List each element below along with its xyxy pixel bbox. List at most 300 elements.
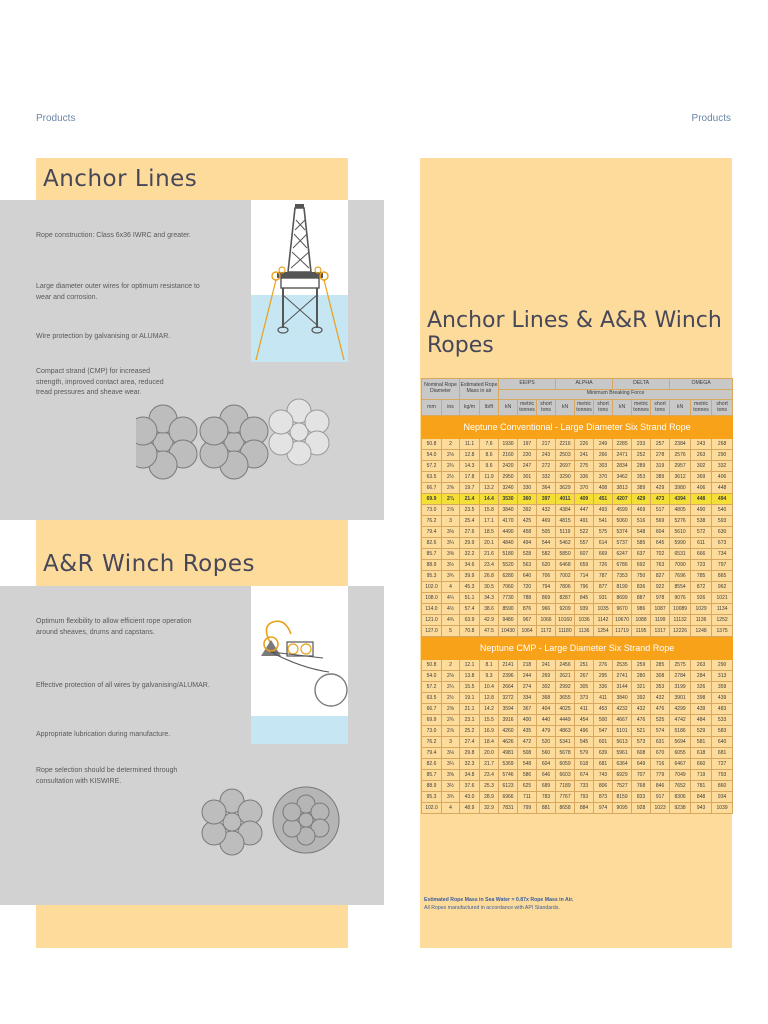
table-cell: 702: [651, 549, 670, 560]
table-cell: 57.2: [422, 461, 442, 472]
table-cell: 5678: [556, 748, 575, 759]
table-cell: 575: [594, 527, 613, 538]
table-cell: 966: [537, 604, 556, 615]
table-cell: 608: [632, 748, 651, 759]
table-cell: 334: [518, 693, 537, 704]
table-cell: 280: [632, 671, 651, 682]
table-cell: 7831: [499, 803, 518, 814]
table-cell: 63.5: [422, 693, 442, 704]
table-cell: 1021: [712, 593, 733, 604]
table-cell: 922: [651, 582, 670, 593]
table-cell: 226: [575, 439, 594, 450]
table-cell: 681: [594, 759, 613, 770]
table-cell: 3144: [613, 682, 632, 693]
table-cell: 308: [651, 671, 670, 682]
table-cell: 2: [442, 439, 460, 450]
table-row: [422, 527, 733, 538]
table-cell: 1142: [594, 615, 613, 626]
table-cell: 528: [518, 549, 537, 560]
table-title: Anchor Lines & A&R Winch Ropes: [427, 308, 722, 358]
table-cell: 70.8: [460, 626, 480, 637]
section-title: Neptune CMP - Large Diameter Six Strand Rope: [422, 637, 733, 660]
table-cell: 69.9: [422, 494, 442, 505]
offshore-rig-icon: [251, 200, 348, 362]
running-head-left: Products: [36, 113, 76, 124]
table-row: [422, 571, 733, 582]
table-cell: 727: [712, 759, 733, 770]
table-cell: 398: [691, 693, 712, 704]
table-cell: 2¾: [442, 715, 460, 726]
table-cell: 1035: [594, 604, 613, 615]
header-unit: kN: [670, 400, 691, 416]
table-cell: 23.5: [460, 505, 480, 516]
table-cell: 7060: [499, 582, 518, 593]
table-cell: 368: [537, 693, 556, 704]
winch-feature-3: Appropriate lubrication during manufacture.: [36, 731, 171, 738]
table-row: [422, 472, 733, 483]
table-cell: 79.4: [422, 748, 442, 759]
table-cell: 540: [712, 505, 733, 516]
table-cell: 95.3: [422, 792, 442, 803]
table-cell: 3240: [499, 483, 518, 494]
table-cell: 3⅛: [442, 748, 460, 759]
table-cell: 10.4: [480, 682, 499, 693]
table-cell: 5276: [670, 516, 691, 527]
table-cell: 3629: [556, 483, 575, 494]
table-row: [422, 715, 733, 726]
table-cell: 793: [575, 792, 594, 803]
table-cell: 4449: [556, 715, 575, 726]
table-cell: 5119: [556, 527, 575, 538]
table-cell: 9076: [670, 593, 691, 604]
table-cell: 827: [651, 571, 670, 582]
table-cell: 1036: [575, 615, 594, 626]
table-cell: 639: [594, 748, 613, 759]
table-cell: 1087: [651, 604, 670, 615]
table-cell: 6603: [556, 770, 575, 781]
table-cell: 66.7: [422, 483, 442, 494]
table-cell: 9.6: [480, 461, 499, 472]
table-cell: 397: [537, 494, 556, 505]
table-cell: 15.5: [480, 715, 499, 726]
table-row: [422, 516, 733, 527]
table-cell: 25.3: [480, 781, 499, 792]
table-cell: 326: [691, 682, 712, 693]
table-cell: 37.6: [460, 781, 480, 792]
table-cell: 3290: [556, 472, 575, 483]
table-cell: 272: [537, 461, 556, 472]
table-cell: 63.9: [460, 615, 480, 626]
table-cell: 8554: [670, 582, 691, 593]
table-row: [422, 671, 733, 682]
table-cell: 943: [691, 803, 712, 814]
table-cell: 267: [575, 671, 594, 682]
table-cell: 7049: [670, 770, 691, 781]
winch-feature-1: Optimum flexibility to allow efficient rope operation around sheaves, drums and capstans.: [36, 618, 192, 636]
table-cell: 2503: [556, 450, 575, 461]
table-cell: 585: [632, 538, 651, 549]
table-cell: 2950: [499, 472, 518, 483]
table-cell: 9.3: [480, 671, 499, 682]
anchor-feature-3: Wire protection by galvanising or ALUMAR.: [36, 333, 171, 340]
table-row: [422, 770, 733, 781]
table-cell: 2160: [499, 450, 518, 461]
table-cell: 1088: [632, 615, 651, 626]
table-cell: 268: [712, 439, 733, 450]
table-cell: 23.1: [460, 715, 480, 726]
table-cell: 25.4: [460, 516, 480, 527]
table-cell: 494: [518, 538, 537, 549]
table-cell: 108.0: [422, 593, 442, 604]
header-unit: short tons: [712, 400, 733, 416]
table-cell: 7730: [499, 593, 518, 604]
table-cell: 301: [518, 472, 537, 483]
table-cell: 3: [442, 737, 460, 748]
table-cell: 723: [691, 560, 712, 571]
table-cell: 25.2: [460, 726, 480, 737]
table-cell: 319: [651, 461, 670, 472]
table-cell: 525: [651, 715, 670, 726]
table-cell: 669: [594, 549, 613, 560]
table-cell: 5961: [613, 748, 632, 759]
table-cell: 4: [442, 803, 460, 814]
table-cell: 3272: [499, 693, 518, 704]
table-cell: 14.3: [460, 461, 480, 472]
table-footnotes: [424, 896, 729, 912]
table-cell: 302: [537, 682, 556, 693]
table-cell: 7767: [556, 792, 575, 803]
header-unit: metric tonnes: [518, 400, 537, 416]
table-cell: 3916: [499, 715, 518, 726]
table-row: [422, 549, 733, 560]
table-cell: 4863: [556, 726, 575, 737]
table-cell: 7353: [613, 571, 632, 582]
table-row: [422, 759, 733, 770]
table-cell: 681: [712, 748, 733, 759]
table-cell: 290: [712, 450, 733, 461]
table-cell: 425: [518, 516, 537, 527]
table-cell: 400: [518, 715, 537, 726]
table-cell: 2957: [670, 461, 691, 472]
table-cell: 496: [575, 726, 594, 737]
table-cell: 860: [712, 781, 733, 792]
table-cell: 645: [651, 538, 670, 549]
table-cell: 3¾: [442, 571, 460, 582]
table-cell: 649: [632, 759, 651, 770]
table-cell: 1136: [575, 626, 594, 637]
table-cell: 43.0: [460, 792, 480, 803]
table-cell: 2216: [556, 439, 575, 450]
table-cell: 2575: [670, 660, 691, 671]
table-cell: 11.1: [460, 439, 480, 450]
table-cell: 23.4: [480, 560, 499, 571]
table-cell: 360: [518, 494, 537, 505]
table-cell: 2⅞: [442, 505, 460, 516]
table-cell: 21.4: [460, 494, 480, 505]
table-cell: 66.7: [422, 704, 442, 715]
table-cell: 581: [691, 737, 712, 748]
table-cell: 517: [651, 505, 670, 516]
table-cell: 689: [537, 781, 556, 792]
breaking-force-table: [421, 378, 733, 814]
table-cell: 453: [594, 704, 613, 715]
table-cell: 2621: [556, 671, 575, 682]
table-cell: 95.3: [422, 571, 442, 582]
table-cell: 4232: [613, 704, 632, 715]
table-cell: 3840: [613, 693, 632, 704]
table-cell: 429: [651, 483, 670, 494]
table-cell: 726: [594, 560, 613, 571]
table-cell: 4260: [499, 726, 518, 737]
table-cell: 1136: [691, 615, 712, 626]
table-cell: 4½: [442, 604, 460, 615]
table-cell: 305: [575, 682, 594, 693]
table-cell: 7090: [670, 560, 691, 571]
table-cell: 4¾: [442, 615, 460, 626]
table-cell: 490: [691, 505, 712, 516]
table-cell: 877: [594, 582, 613, 593]
table-cell: 32.9: [480, 803, 499, 814]
table-cell: 799: [518, 803, 537, 814]
table-cell: 23.4: [480, 770, 499, 781]
table-row: [422, 792, 733, 803]
header-unit: lb/ft: [480, 400, 499, 416]
table-cell: 3¼: [442, 759, 460, 770]
table-cell: 1248: [691, 626, 712, 637]
table-cell: 533: [712, 715, 733, 726]
table-cell: 243: [537, 450, 556, 461]
table-cell: 5369: [499, 759, 518, 770]
table-cell: 520: [537, 737, 556, 748]
table-cell: 21.1: [460, 704, 480, 715]
header-unit: kN: [613, 400, 632, 416]
table-cell: 476: [632, 715, 651, 726]
table-cell: 508: [518, 748, 537, 759]
header-unit: kg/m: [460, 400, 480, 416]
header-grade-omega: OMEGA: [670, 379, 733, 390]
table-cell: 4394: [670, 494, 691, 505]
table-cell: 11.9: [480, 472, 499, 483]
table-cell: 4840: [499, 538, 518, 549]
table-row: [422, 626, 733, 637]
table-cell: 469: [537, 516, 556, 527]
table-cell: 50.8: [422, 439, 442, 450]
table-cell: 522: [575, 527, 594, 538]
table-cell: 47.5: [480, 626, 499, 637]
table-cell: 692: [632, 560, 651, 571]
anchor-feature-1: Rope construction: Class 6x36 IWRC and greater.: [36, 232, 191, 239]
table-cell: 2992: [556, 682, 575, 693]
section-header-row: [422, 637, 733, 660]
table-cell: 15.5: [460, 682, 480, 693]
table-cell: 660: [691, 759, 712, 770]
table-cell: 620: [537, 560, 556, 571]
table-cell: 9095: [613, 803, 632, 814]
table-cell: 3199: [670, 682, 691, 693]
table-cell: 370: [594, 472, 613, 483]
table-cell: 491: [575, 516, 594, 527]
table-cell: 408: [594, 483, 613, 494]
table-cell: 3813: [613, 483, 632, 494]
table-cell: 259: [632, 660, 651, 671]
table-cell: 2¾: [442, 494, 460, 505]
table-cell: 435: [518, 726, 537, 737]
table-cell: 6247: [613, 549, 632, 560]
table-cell: 865: [712, 571, 733, 582]
table-cell: 1039: [712, 803, 733, 814]
table-cell: 797: [712, 560, 733, 571]
table-cell: 12.8: [480, 693, 499, 704]
table-row: [422, 726, 733, 737]
table-cell: 3901: [670, 693, 691, 704]
table-cell: 269: [537, 671, 556, 682]
table-cell: 51.1: [460, 593, 480, 604]
table-cell: 785: [691, 571, 712, 582]
table-cell: 11719: [613, 626, 632, 637]
table-cell: 10670: [613, 615, 632, 626]
table-cell: 768: [632, 781, 651, 792]
table-cell: 406: [712, 472, 733, 483]
table-cell: 447: [575, 505, 594, 516]
table-cell: 439: [712, 693, 733, 704]
header-unit: metric tonnes: [575, 400, 594, 416]
table-cell: 3½: [442, 781, 460, 792]
table-cell: 274: [518, 682, 537, 693]
table-cell: 494: [712, 494, 733, 505]
table-cell: 560: [537, 748, 556, 759]
table-cell: 2⅝: [442, 704, 460, 715]
table-cell: 10160: [556, 615, 575, 626]
table-cell: 82.6: [422, 759, 442, 770]
table-cell: 5520: [499, 560, 518, 571]
table-cell: 8287: [556, 593, 575, 604]
table-cell: 85.7: [422, 770, 442, 781]
table-cell: 411: [594, 693, 613, 704]
table-cell: 521: [632, 726, 651, 737]
table-cell: 249: [594, 439, 613, 450]
table-cell: 2456: [556, 660, 575, 671]
table-cell: 631: [651, 737, 670, 748]
table-cell: 27.6: [460, 527, 480, 538]
table-cell: 714: [575, 571, 594, 582]
table-cell: 20.0: [480, 748, 499, 759]
table-cell: 29.9: [460, 538, 480, 549]
rope-cross-section-icon: [136, 390, 356, 498]
table-row: [422, 494, 733, 505]
table-cell: 439: [691, 704, 712, 715]
table-cell: 432: [632, 704, 651, 715]
table-cell: 500: [594, 715, 613, 726]
header-unit: mm: [422, 400, 442, 416]
table-cell: 406: [691, 483, 712, 494]
table-cell: 34.3: [480, 593, 499, 604]
table-cell: 127.0: [422, 626, 442, 637]
table-row: [422, 660, 733, 671]
table-cell: 4805: [670, 505, 691, 516]
table-cell: 716: [651, 759, 670, 770]
table-cell: 630: [712, 527, 733, 538]
table-cell: 750: [632, 571, 651, 582]
header-unit: metric tonnes: [632, 400, 651, 416]
table-cell: 2⅞: [442, 726, 460, 737]
table-cell: 541: [594, 516, 613, 527]
table-cell: 538: [691, 516, 712, 527]
table-row: [422, 483, 733, 494]
table-cell: 266: [594, 450, 613, 461]
table-cell: 8699: [613, 593, 632, 604]
table-cell: 545: [575, 737, 594, 748]
table-cell: 2420: [499, 461, 518, 472]
table-cell: 27.4: [460, 737, 480, 748]
table-cell: 2½: [442, 472, 460, 483]
table-cell: 3612: [670, 472, 691, 483]
table-cell: 69.9: [422, 715, 442, 726]
table-cell: 359: [712, 682, 733, 693]
table-cell: 505: [537, 527, 556, 538]
table-cell: 607: [575, 549, 594, 560]
table-cell: 19.7: [460, 483, 480, 494]
table-row: [422, 737, 733, 748]
table-cell: 881: [537, 803, 556, 814]
table-cell: 4025: [556, 704, 575, 715]
table-cell: 783: [537, 792, 556, 803]
table-cell: 332: [537, 472, 556, 483]
table-cell: 28.9: [480, 792, 499, 803]
table-cell: 54.0: [422, 450, 442, 461]
table-cell: 4599: [613, 505, 632, 516]
table-cell: 18.5: [480, 527, 499, 538]
table-cell: 29.8: [460, 748, 480, 759]
table-cell: 85.7: [422, 549, 442, 560]
header-unit: kN: [499, 400, 518, 416]
table-cell: 6364: [613, 759, 632, 770]
table-cell: 2141: [499, 660, 518, 671]
table-cell: 962: [712, 582, 733, 593]
table-cell: 3655: [556, 693, 575, 704]
table-cell: 88.9: [422, 781, 442, 792]
table-cell: 5: [442, 626, 460, 637]
table-cell: 574: [651, 726, 670, 737]
table-cell: 45.3: [460, 582, 480, 593]
header-grade-alpha: ALPHA: [556, 379, 613, 390]
table-cell: 845: [575, 593, 594, 604]
table-cell: 516: [632, 516, 651, 527]
table-cell: 7696: [670, 571, 691, 582]
table-cell: 3980: [670, 483, 691, 494]
table-cell: 479: [537, 726, 556, 737]
table-cell: 18.4: [480, 737, 499, 748]
table-row: [422, 461, 733, 472]
table-cell: 5341: [556, 737, 575, 748]
table-cell: 926: [691, 593, 712, 604]
table-cell: 6055: [670, 748, 691, 759]
table-cell: 2576: [670, 450, 691, 461]
header-grade-eeips: EEIPS: [499, 379, 556, 390]
table-cell: 411: [575, 704, 594, 715]
table-cell: 2: [442, 660, 460, 671]
table-cell: 5060: [613, 516, 632, 527]
table-cell: 5610: [670, 527, 691, 538]
table-cell: 9238: [670, 803, 691, 814]
table-cell: 448: [712, 483, 733, 494]
table-cell: 218: [518, 660, 537, 671]
table-cell: 593: [712, 516, 733, 527]
table-cell: 285: [651, 660, 670, 671]
table-cell: 7.6: [480, 439, 499, 450]
table-cell: 3⅜: [442, 549, 460, 560]
table-cell: 3: [442, 516, 460, 527]
table-cell: 321: [632, 682, 651, 693]
